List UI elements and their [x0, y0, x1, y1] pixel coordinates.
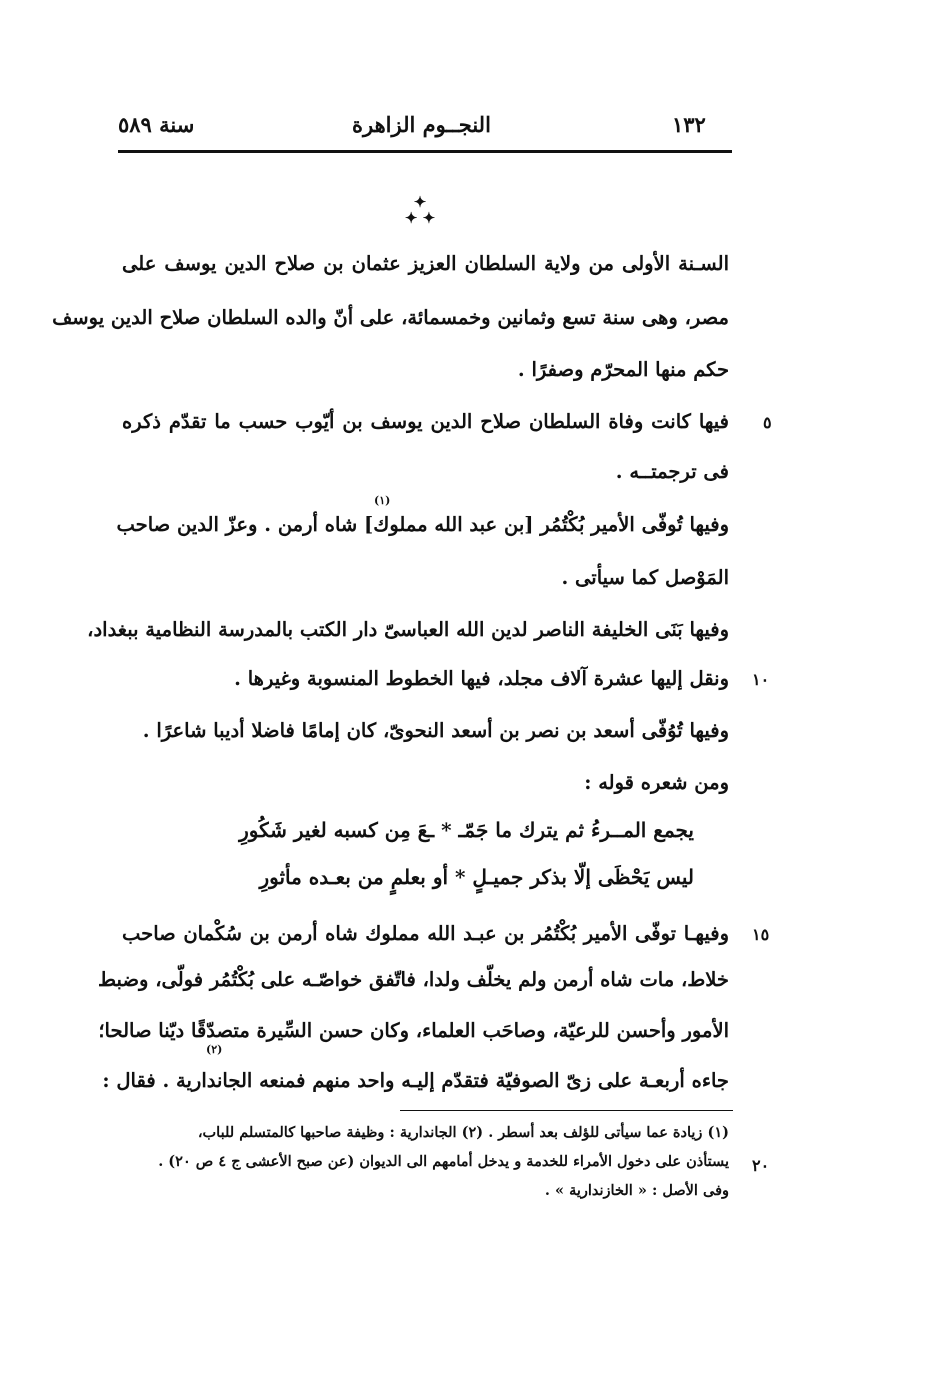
body-line-2: مصر، وهى سنة تسع وثمانين وخمسمائة، على أنّ والده السلطان صلاح الدين يوسف	[52, 306, 729, 329]
ornament: ✦ ✦ ✦	[404, 193, 436, 227]
body-line-5: فى ترجمتــه .	[615, 460, 729, 483]
body-line-4: فيها كانت وفاة السلطان صلاح الدين يوسف بن أيّوب حسب ما تقدّم ذكره	[122, 410, 729, 433]
header-rule	[118, 150, 732, 153]
body-line-13: خلاط، مات شاه أرمن ولم يخلّف ولدا، فاتّفق خواصّـه على بُكْتُمُر فولّى، وضبط	[98, 968, 729, 991]
footnote-line-2: يستأذن على دخول الأمراء للخدمة و يدخل أمامهم الى الديوان (عن صبح الأعشى ج ٤ ص ٢٠) .	[158, 1153, 729, 1170]
line-number-5: ٥	[763, 413, 772, 432]
body-line-7: المَوْصل كما سيأتى .	[561, 566, 729, 589]
body-line-11: ومن شعره قوله :	[584, 771, 729, 794]
body-line-10: وفيها تُوُفّى أسعد بن نصر بن أسعد النحوىّ، كان إمامًا فاضلا أديبا شاعرًا .	[142, 719, 729, 742]
body-line-3: حكم منها المحرّم وصفرًا .	[517, 358, 729, 381]
footnote-line-3: وفى الأصل : « الخازندارية » .	[544, 1182, 729, 1199]
year-label: سنة ٥٨٩	[118, 112, 195, 137]
body-line-6: وفيها تُوفّى الأمير بُكْتُمُر [بن عبد الله مملوك] شاه أرمن . وعزّ الدين صاحب	[116, 513, 729, 536]
body-line-15: جاءه أربعـة على زىّ الصوفيّة فتقدّم إليـه واحد منهم فمنعه الجاندارية . فقال :	[102, 1069, 729, 1092]
footnote-rule	[400, 1110, 733, 1111]
footnote-line-1: (١) زيادة عما سيأتى للؤلف بعد أسطر . (٢) الجاندارية : وظيفة صاحبها كالمتسلم للباب،	[197, 1124, 729, 1141]
page-number: ١٣٢	[672, 112, 706, 137]
body-line-8: وفيها بَنَى الخليفة الناصر لدين الله العباسىّ دار الكتب بالمدرسة النظامية ببغداد،	[87, 618, 729, 641]
body-line-14: الأمور وأحسن للرعيّة، وصاحَب العلماء، وكان حسن السِّيرة متصدّقًا ديّنا صالحا؛	[98, 1019, 729, 1042]
book-title: النجــوم الزاهرة	[352, 112, 491, 137]
body-line-1: السـنة الأولى من ولاية السلطان العزيز عثمان بن صلاح الدين يوسف على	[122, 252, 729, 275]
footnote-marker-1: (١)	[374, 494, 391, 507]
body-line-9: ونقل إليها عشرة آلاف مجلد، فيها الخطوط المنسوبة وغيرها .	[234, 667, 729, 690]
footnote-marker-2: (٢)	[206, 1043, 223, 1056]
line-number-10: ١٠	[752, 670, 770, 689]
line-number-20: ٢٠	[752, 1156, 770, 1175]
verse-1: يجمع المــرءُ ثم يترك ما جَمّـ * ـعَ مِن كسبه لغير شَكُورِ	[239, 818, 694, 842]
line-number-15: ١٥	[752, 925, 770, 944]
body-line-12: وفيهـا توفّى الأمير بُكْتُمُر بن عبـد الله مملوك شاه أرمن بن سُكْمان صاحب	[122, 922, 729, 945]
verse-2: ليس يَحْظَى إلّا بذكر جميـلٍ * أو بعلمٍ من بعـده مأثورِ	[259, 865, 694, 889]
